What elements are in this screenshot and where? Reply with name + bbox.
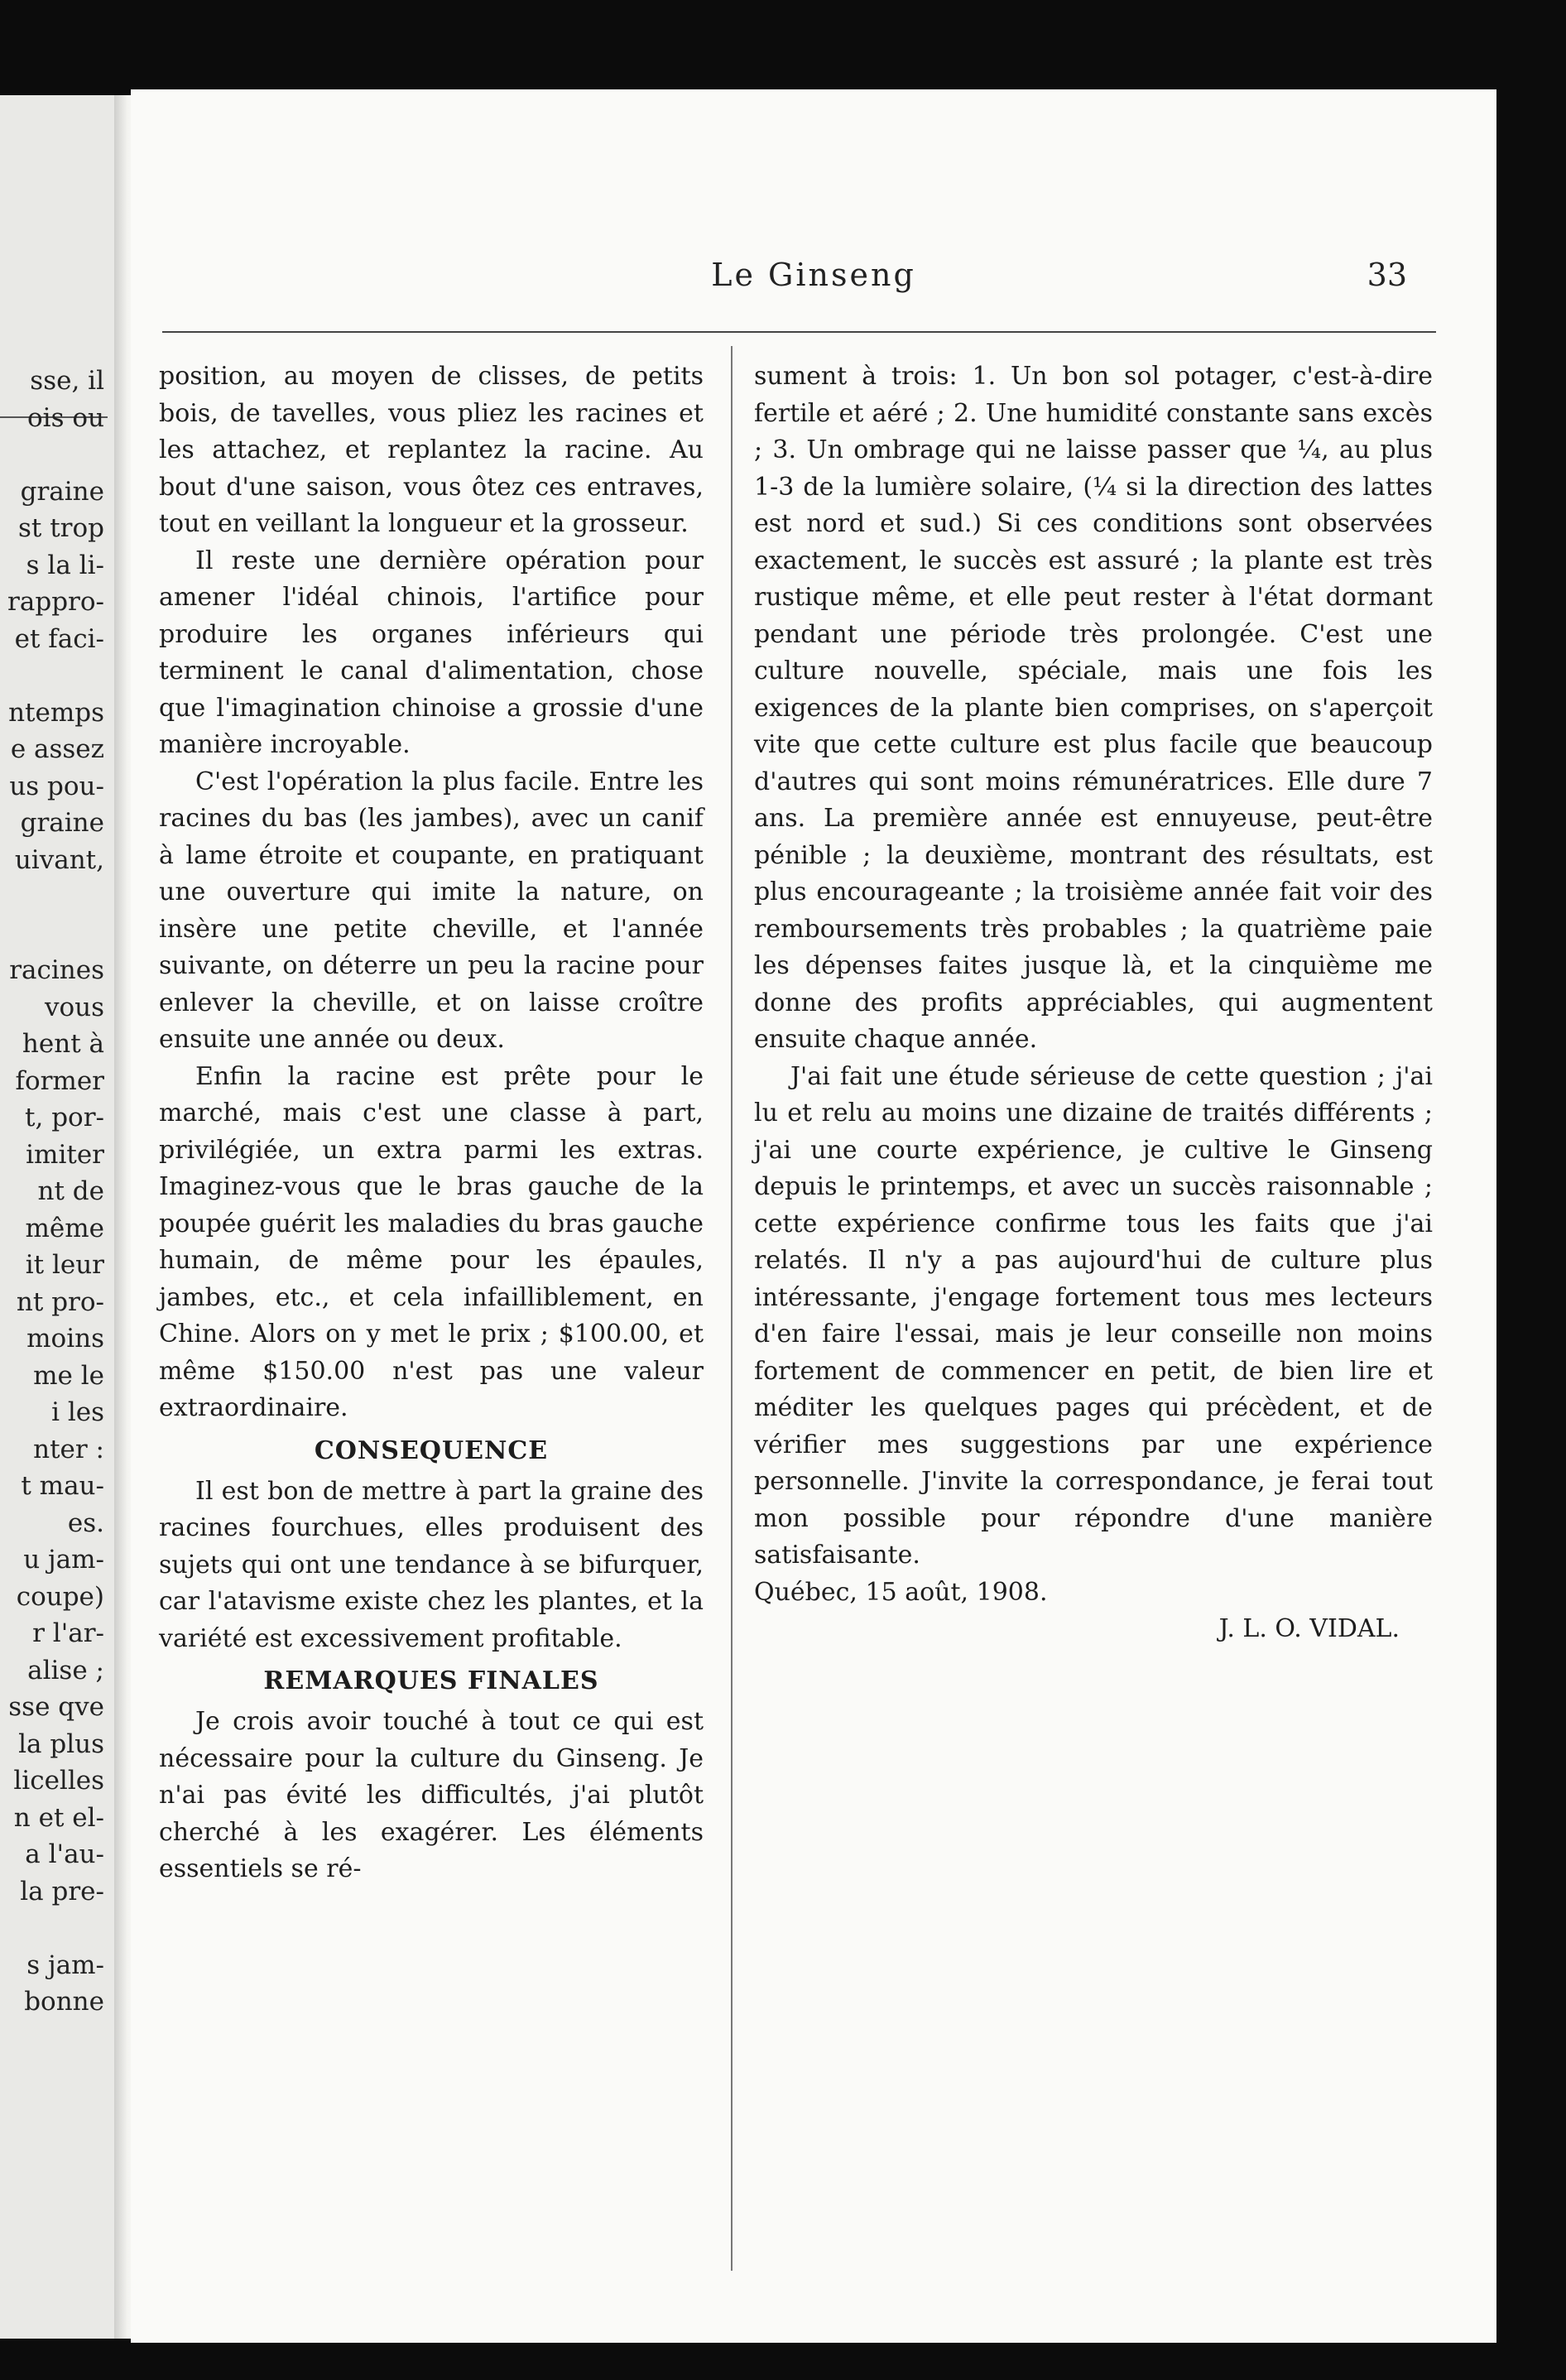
previous-page-line: es. bbox=[67, 1507, 104, 1538]
author-signature: J. L. O. VIDAL. bbox=[1218, 1614, 1400, 1643]
previous-page-line: la pre- bbox=[20, 1876, 104, 1906]
paragraph: position, au moyen de clisses, de petits bois, de tavelles, vous pliez les racines et les attachez, et replantez la racine. Au bout d'une saison, vous ôtez ces entraves, tout en veillant la longueur et la grosseur. bbox=[159, 362, 704, 538]
running-head bbox=[131, 257, 1496, 298]
paragraph: Il est bon de mettre à part la graine des racines fourchues, elles produisent des sujets qui ont une tendance à se bifurquer, car l'atavisme existe chez les plantes, et la variété est excessivement profitable. bbox=[159, 1476, 704, 1653]
previous-page-line: ntemps bbox=[8, 697, 104, 728]
paragraph: J'ai fait une étude sérieuse de cette question ; j'ai lu et relu au moins une dizaine de traités différents ; j'ai une courte expérience, je cultive le Ginseng depuis le printemps, et avec un succès raisonnable ; cette expérience confirme tous les faits que j'ai relatés. Il n'y a pas aujourd'hui de culture plus intéressante, j'engage fortement tous mes lecteurs d'en faire l'essai, mais je leur conseille non moins fortement de commencer en petit, de bien lire et méditer les quelques pages qui précèdent, et de vérifier mes suggestions par une expérience personnelle. J'invite la correspondance, je ferai tout mon possible pour répondre d'une manière satisfaisante. bbox=[754, 1061, 1433, 1570]
paragraph: Il reste une dernière opération pour amener l'idéal chinois, l'artifice pour produire les organes inférieurs qui terminent le canal d'alimentation, chose que l'imagination chinoise a grossie d'une manière incroyable. bbox=[159, 546, 704, 759]
previous-page-line: graine bbox=[20, 476, 104, 507]
header-rule-right bbox=[629, 331, 1436, 333]
previous-page-line: vous bbox=[44, 992, 104, 1022]
previous-page-line: ois ou bbox=[27, 402, 104, 433]
previous-page-line: hent à bbox=[22, 1029, 104, 1059]
place-and-date: Québec, 15 août, 1908. bbox=[754, 1577, 1048, 1607]
previous-page-line: moins bbox=[26, 1324, 104, 1353]
previous-page-line: it leur bbox=[25, 1250, 104, 1280]
previous-page-line: sse, il bbox=[30, 366, 104, 396]
previous-page-line: st trop bbox=[17, 513, 104, 543]
previous-page-line: former bbox=[15, 1065, 104, 1096]
page bbox=[131, 89, 1496, 2343]
page-number: 33 bbox=[1367, 257, 1407, 293]
paragraph: Enfin la racine est prête pour le marché, mais c'est une classe à part, privilégiée, un extra parmi les extras. Imaginez-vous que le bras gauche de la poupée guérit les maladies du bras gauche humain, de même pour les épaules, jambes, etc., et cela infailliblement, en Chine. Alors on y met le prix ; $100.00, et même $150.00 n'est pas une valeur extraordinaire. bbox=[159, 1061, 704, 1422]
previous-page-line: nt de bbox=[37, 1176, 104, 1206]
right-column bbox=[754, 358, 1433, 1648]
previous-page-line: a l'au- bbox=[25, 1839, 104, 1869]
previous-page-line: alise ; bbox=[27, 1655, 104, 1685]
previous-page-line: la plus bbox=[18, 1729, 104, 1759]
previous-page-line: nter : bbox=[33, 1434, 104, 1464]
previous-page-line: rappro- bbox=[7, 587, 104, 617]
header-rule-left bbox=[162, 331, 659, 333]
running-title: Le Ginseng bbox=[711, 257, 916, 293]
previous-page-line: graine bbox=[20, 808, 104, 838]
previous-page-line: imiter bbox=[26, 1139, 104, 1170]
section-heading-remarques-finales: REMARQUES FINALES bbox=[263, 1666, 599, 1695]
previous-page-fragment bbox=[0, 95, 122, 2339]
previous-page-line: même bbox=[25, 1213, 104, 1243]
previous-page-line: coupe) bbox=[16, 1581, 104, 1612]
previous-page-line: s jam- bbox=[26, 1950, 104, 1980]
paragraph: sument à trois: 1. Un bon sol potager, c'est-à-dire fertile et aéré ; 2. Une humidité constante sans excès ; 3. Un ombrage qui ne laisse passer que ¼, au plus 1-3 de la lumière solaire, (¼ si la direction des lattes est nord et sud.) Si ces conditions sont observées exactement, le succès est assuré ; la plante est très rustique même, et elle peut rester à l'état dormant pendant une période très prolongée. C'est une culture nouvelle, spéciale, mais une fois les exigences de la plante bien comprises, on s'aperçoit vite que cette culture est plus facile que beaucoup d'autres qui sont moins rémunératrices. Elle dure 7 ans. La première année est ennuyeuse, peut-être pénible ; la deuxième, montrant des résultats, est plus encourageante ; la troisième année fait voir des remboursements très probables ; la quatrième paie les dépenses faites jusque là, et la cinquième me donne des profits appréciables, qui augmentent ensuite chaque année. bbox=[754, 362, 1433, 1054]
previous-page-line: e assez bbox=[10, 734, 104, 764]
previous-page-line: me le bbox=[33, 1360, 104, 1391]
previous-page-line: racines bbox=[9, 955, 104, 985]
previous-page-line: t, por- bbox=[25, 1103, 104, 1132]
previous-page-line: n et el- bbox=[13, 1802, 104, 1833]
previous-page-line: s la li- bbox=[26, 550, 104, 580]
paragraph: C'est l'opération la plus facile. Entre les racines du bas (les jambes), avec un canif à lame étroite et coupante, en pratiquant une ouverture qui imite la nature, on insère une petite cheville, et l'année suivante, on déterre un peu la racine pour enlever la cheville, et on laisse croître ensuite une année ou deux. bbox=[159, 767, 704, 1054]
previous-page-line: nt pro- bbox=[16, 1286, 104, 1317]
column-divider bbox=[731, 346, 733, 2271]
section-heading-consequence: CONSEQUENCE bbox=[314, 1435, 549, 1465]
previous-page-line: u jam- bbox=[23, 1545, 104, 1575]
previous-page-line: licelles bbox=[13, 1766, 104, 1796]
previous-page-line: et faci- bbox=[14, 623, 104, 654]
previous-page-line: uivant, bbox=[14, 844, 104, 875]
previous-page-line: i les bbox=[51, 1397, 104, 1427]
previous-page-line: t mau- bbox=[21, 1471, 104, 1501]
left-column bbox=[159, 358, 704, 1888]
previous-page-line: r l'ar- bbox=[32, 1618, 104, 1648]
previous-page-line: us pou- bbox=[9, 771, 104, 801]
paragraph: Je crois avoir touché à tout ce qui est nécessaire pour la culture du Ginseng. Je n'ai pas évité les difficultés, j'ai plutôt cherché à les exagérer. Les éléments essentiels se ré- bbox=[159, 1707, 704, 1883]
previous-page-line: bonne bbox=[24, 1987, 104, 2017]
previous-page-line: sse qve bbox=[8, 1692, 104, 1722]
